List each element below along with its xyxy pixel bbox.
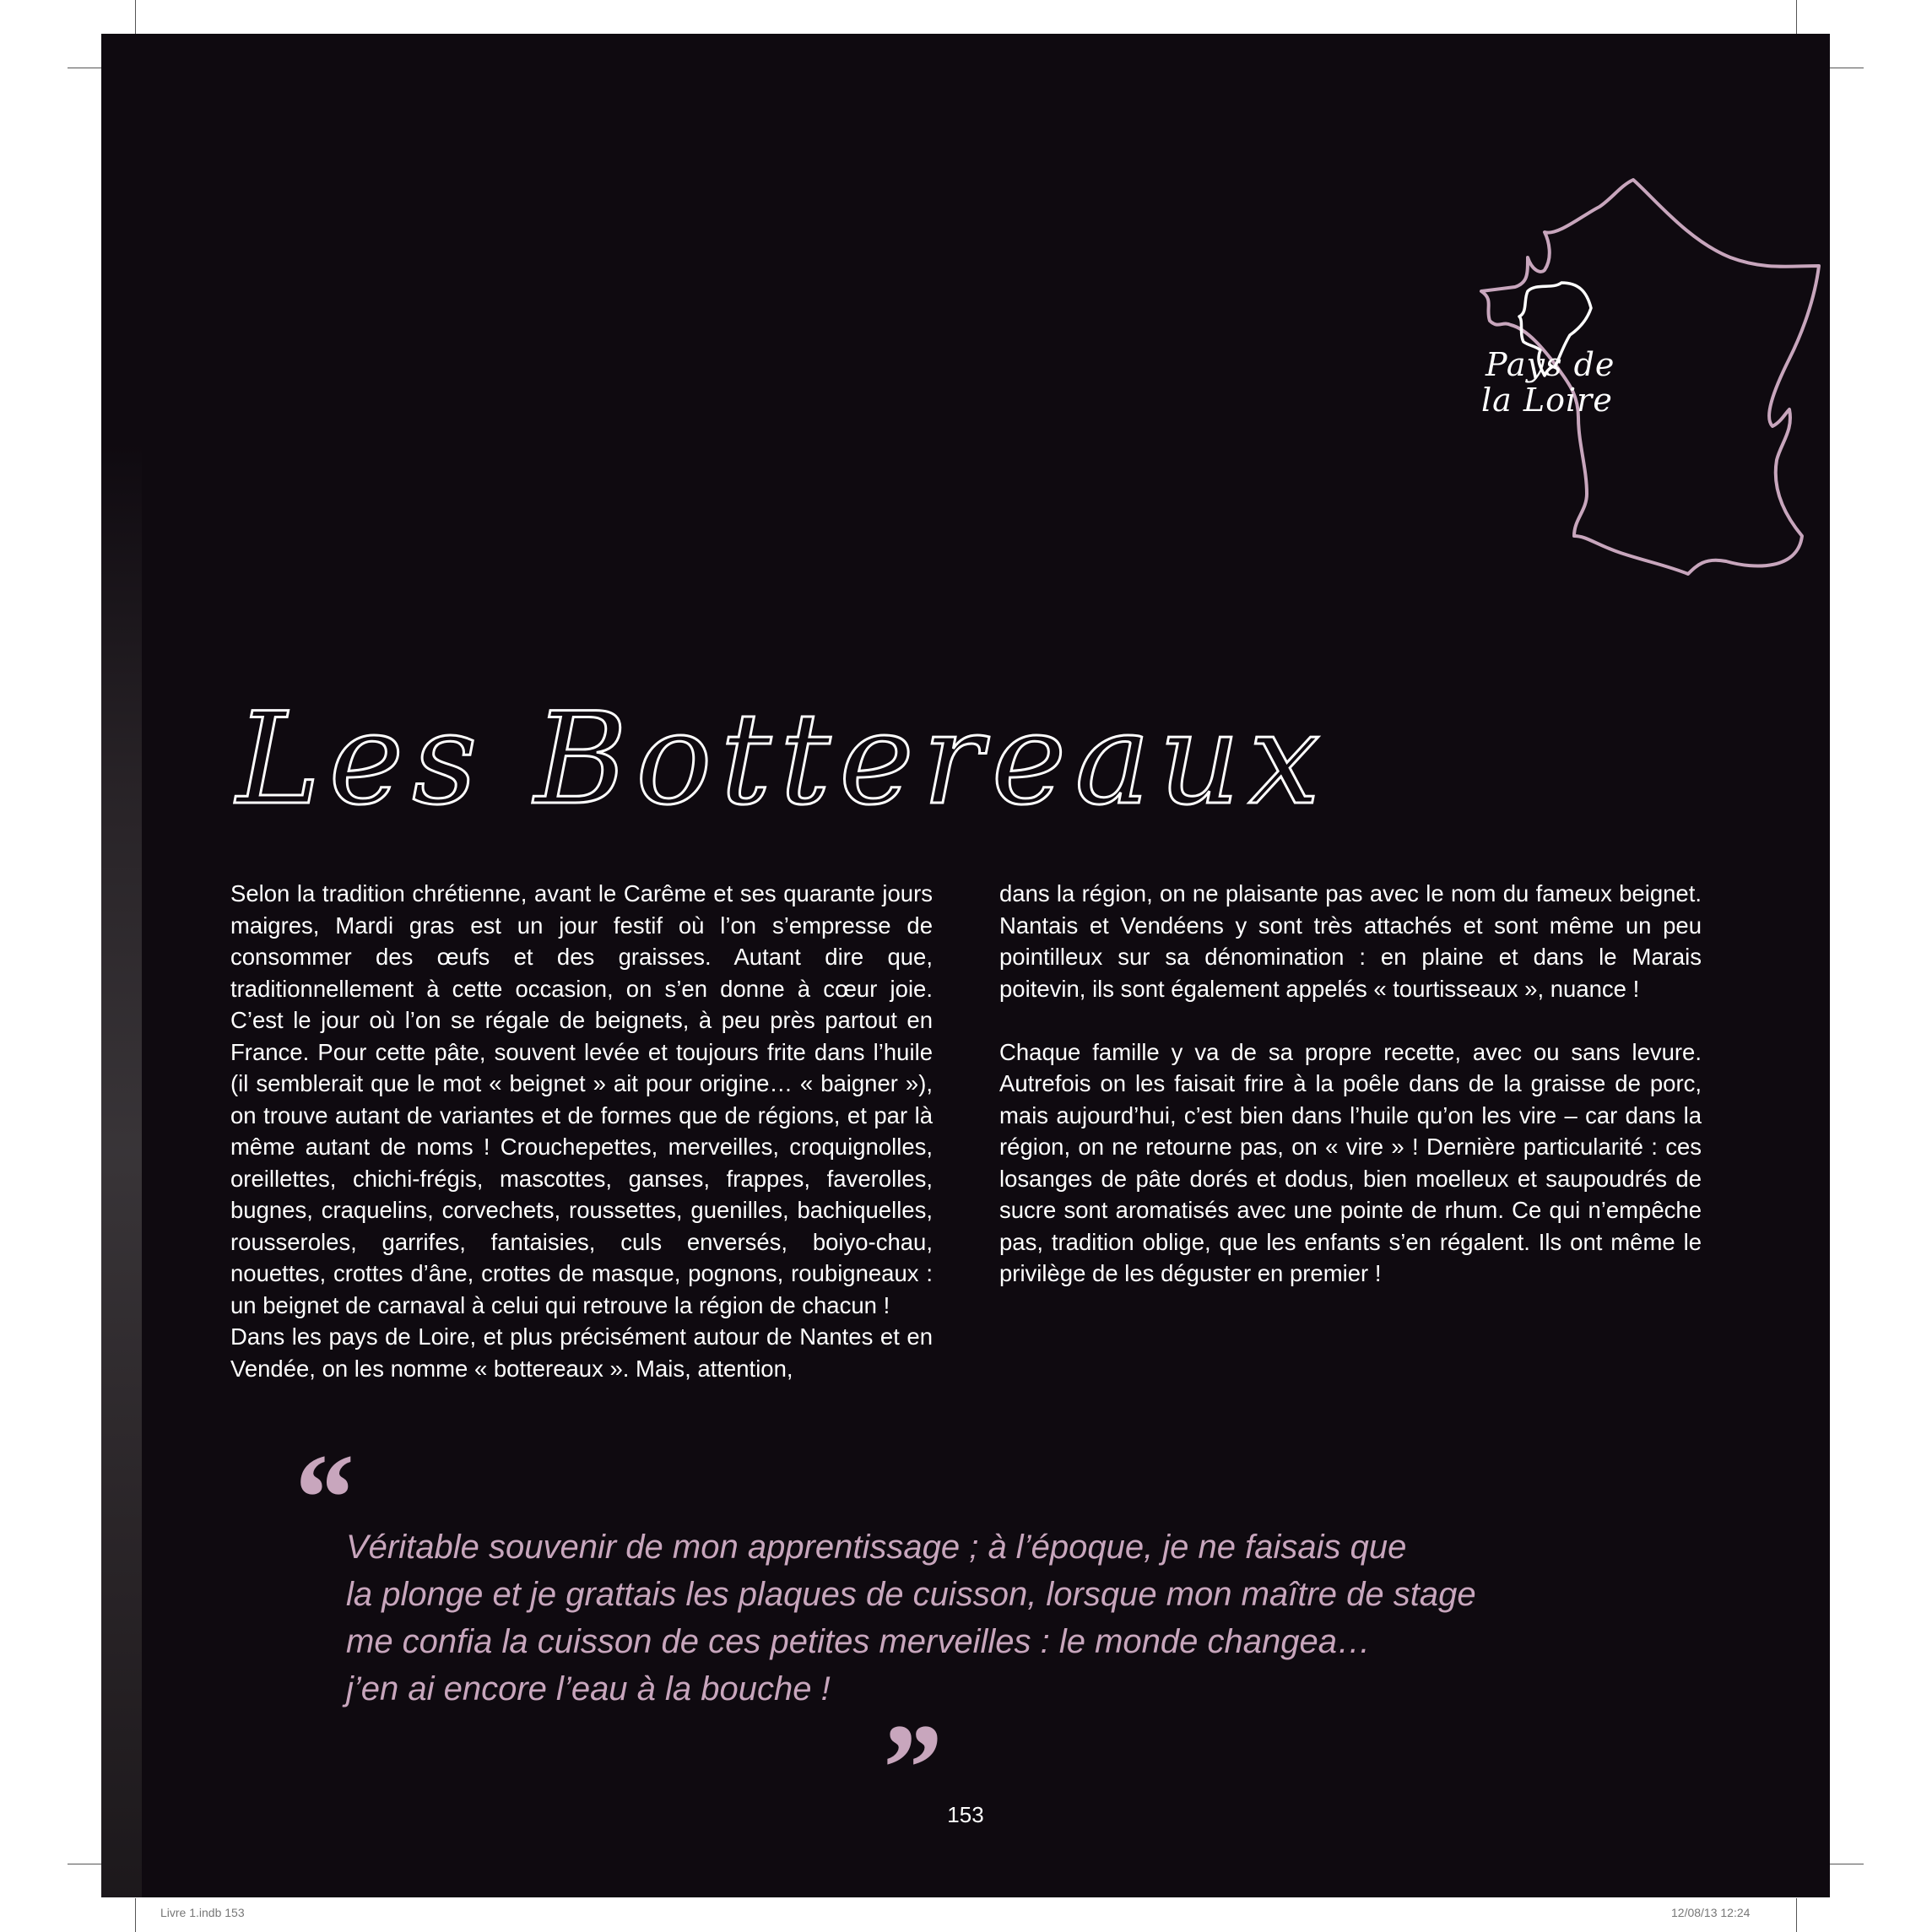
slug-file-info: Livre 1.indb 153 (160, 1906, 245, 1919)
crop-mark (135, 0, 136, 34)
book-page (101, 34, 1830, 1897)
quote-close-mark: ” (876, 1698, 939, 1838)
text-column-left (230, 878, 933, 1384)
page-number: 153 (947, 1802, 984, 1827)
page-title: Les Bottereaux (236, 686, 1329, 833)
paragraph: Dans les pays de Loire, et plus précisément autour de Nantes et en Vendée, on les nomme « bottereaux ». Mais, attention, (230, 1323, 933, 1382)
crop-mark (1796, 0, 1797, 34)
quote-line: me confia la cuisson de ces petites merveilles : le monde changea… (346, 1623, 1371, 1660)
quote-line: la plonge et je grattais les plaques de cuisson, lorsque mon maître de stage (346, 1576, 1476, 1613)
map-label-line2: la Loire (1481, 382, 1613, 419)
text-column-right (999, 878, 1702, 1290)
slug-timestamp: 12/08/13 12:24 (1671, 1906, 1751, 1919)
paragraph: dans la région, on ne plaisante pas avec le nom du fameux beignet. Nantais et Vendéens y sont très attachés et sont même un peu pointilleux sur sa dénomination : en plaine et dans le Marais poitevin, ils sont également appelés « tourtisseaux », nuance ! (999, 880, 1702, 1002)
quote-line: Véritable souvenir de mon apprentissage ; à l’époque, je ne faisais que (346, 1529, 1407, 1566)
paragraph: Chaque famille y va de sa propre recette, avec ou sans levure. Autrefois on les faisait frire à la poêle dans de la graisse de porc, mais aujourd’hui, c’est bien dans l’huile qu’on les vire – car dans la région, on ne retourne pas, on « vire » ! Dernière particularité : ces losanges de pâte dorés et dodus, bien moelleux et saupoudrés de sucre sont aromatisés avec une pointe de rhum. Ce qui n’empêche pas, tradition oblige, que les enfants s’en régalent. Ils ont même le privilège de les déguster en premier ! (999, 1038, 1702, 1286)
paragraph: Selon la tradition chrétienne, avant le Carême et ses quarante jours maigres, Mardi gras est un jour festif où l’on s’empresse de consommer des œufs et des graisses. Autant dire que, traditionnellement à cette occasion, on s’en donne à cœur joie. C’est le jour où l’on se régale de beignets, à peu près partout en France. Pour cette pâte, souvent levée et toujours frite dans l’huile (il semblerait que le mot « beignet » ait pour origine… « baigner »), on trouve autant de variantes et de formes que de régions, et par là même autant de noms ! Crouchepettes, merveilles, croquignolles, oreillettes, chichi-frégis, mascottes, ganses, frappes, faverolles, bugnes, craquelins, corvechets, roussettes, guenilles, bachiquelles, rousseroles, garrifes, fantaisies, culs enversés, boiyo-chau, nouettes, crottes d’âne, crottes de masque, pognons, roubigneaux : un beignet de carnaval à celui qui retrouve la région de chacun ! (230, 880, 933, 1318)
crop-mark (1796, 1898, 1797, 1932)
quote-line: j’en ai encore l’eau à la bouche ! (346, 1670, 831, 1707)
map-label-line1: Pays de (1486, 346, 1615, 383)
crop-mark (135, 1898, 136, 1932)
quote-open-mark: “ (289, 1428, 352, 1568)
pull-quote (346, 1523, 1764, 1713)
